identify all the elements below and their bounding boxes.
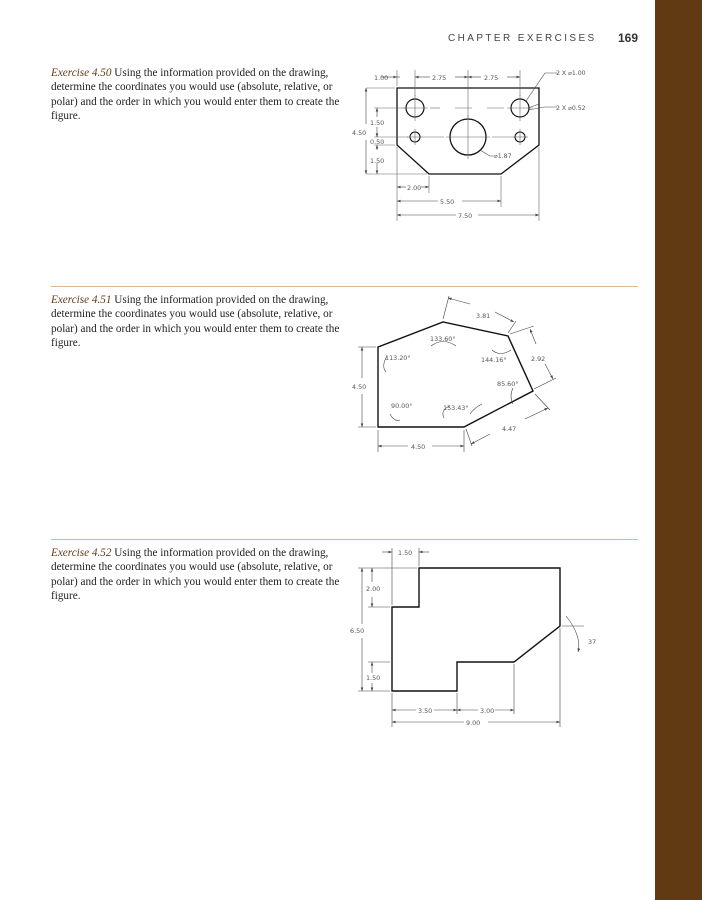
angle-133: 133.60°	[430, 335, 456, 343]
exercise-label: Exercise 4.52	[51, 547, 112, 559]
note-small-holes: 2 X ⌀0.52	[556, 105, 586, 112]
dim-5-50: 5.50	[440, 198, 455, 206]
angle-153: 153.43°	[443, 404, 469, 412]
dim-4-47: 4.47	[502, 425, 517, 433]
angle-85: 85.60°	[497, 380, 519, 388]
dim-2-75-left: 2.75	[432, 74, 447, 82]
exercise-label: Exercise 4.50	[51, 67, 112, 79]
dim-3-00: 3.00	[480, 707, 495, 715]
dim-0-50: 0.50	[370, 138, 385, 146]
dim-4-50: 4.50	[352, 129, 367, 137]
drawing-4-51	[352, 296, 556, 452]
page-number: 169	[618, 31, 639, 45]
dim-1-50-top: 1.50	[398, 549, 413, 557]
dim-3-81: 3.81	[476, 312, 491, 320]
dim-4-50-vertical: 4.50	[352, 383, 367, 391]
dim-4-50-horizontal: 4.50	[411, 443, 426, 451]
dim-2-00: 2.00	[407, 184, 422, 192]
exercise-body: Using the information provided on the drawing, determine the coordinates you would use (absolute, relative, or polar) and the order in which you would enter them to create the figure.	[51, 294, 340, 350]
dim-2-00: 2.00	[366, 585, 381, 593]
angle-90: 90.00°	[391, 402, 413, 410]
dim-2-75-right: 2.75	[484, 74, 499, 82]
drawing-4-50	[352, 70, 586, 221]
dim-1-50-left: 1.50	[366, 674, 381, 682]
dim-7-50: 7.50	[458, 212, 473, 220]
angle-37: 37	[588, 638, 597, 646]
center-lines	[402, 95, 533, 159]
exercise-body: Using the information provided on the drawing, determine the coordinates you would use (absolute, relative, or polar) and the order in which you would enter them to create the figure.	[51, 67, 340, 123]
drawing-4-52	[350, 548, 596, 727]
dim-1-50-upper: 1.50	[370, 119, 385, 127]
angle-144: 144.16°	[481, 356, 507, 364]
running-header: CHAPTER EXERCISES	[448, 33, 597, 44]
exercise-body: Using the information provided on the drawing, determine the coordinates you would use (absolute, relative, or polar) and the order in which you would enter them to create the figure.	[51, 547, 340, 603]
note-large-holes: 2 X ⌀1.00	[556, 70, 586, 77]
angle-113: 113.20°	[385, 354, 411, 362]
dim-9-00: 9.00	[466, 719, 481, 727]
dim-3-50: 3.50	[418, 707, 433, 715]
dim-2-92: 2.92	[531, 355, 546, 363]
dim-6-50: 6.50	[350, 627, 365, 635]
dim-1-50-lower: 1.50	[370, 157, 385, 165]
dim-1-00: 1.00	[374, 74, 389, 82]
profile-outline	[392, 568, 560, 691]
note-center-bore: ⌀1.87	[494, 153, 512, 160]
exercise-label: Exercise 4.51	[51, 294, 112, 306]
